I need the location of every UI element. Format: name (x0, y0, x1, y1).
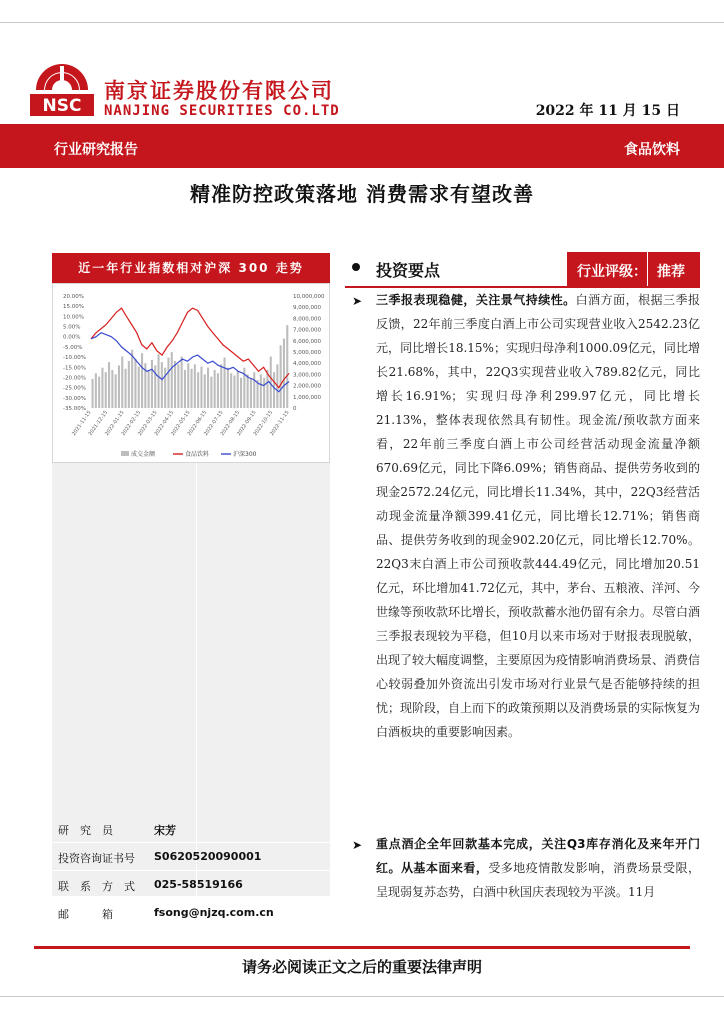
bullet-arrow-icon: ➤ (352, 838, 363, 852)
rating-box (567, 252, 700, 286)
paragraph-2-heading: 重点酒企全年回款基本完成，关注Q3库存消化及来年开门红。从基本面来看， (376, 837, 700, 875)
volume-bar (161, 362, 163, 408)
volume-bar (95, 373, 97, 408)
footer-rule (34, 946, 690, 949)
volume-bar (204, 374, 206, 408)
analyst-label: 研 究 员 (58, 824, 113, 837)
report-title: 精准防控政策落地 消费需求有望改善 (190, 182, 534, 206)
volume-bar (177, 364, 179, 408)
y-right-tick-label: 1,000,000 (293, 394, 321, 401)
volume-bar (224, 358, 226, 408)
legal-notice: 请务必阅读正文之后的重要法律声明 (241, 958, 482, 976)
y-right-tick-label: 4,000,000 (293, 361, 321, 368)
x-tick-label: 2022-08-15 (219, 409, 242, 437)
x-tick-label: 2022-03-15 (137, 409, 159, 437)
volume-bar (131, 350, 133, 408)
phone-row (52, 871, 330, 899)
volume-bar (92, 379, 94, 408)
volume-bar (253, 372, 255, 408)
rating-value: 推荐 (657, 264, 685, 280)
company-name-cn: 南京证券股份有限公司 (104, 79, 334, 103)
volume-bar (280, 345, 282, 408)
x-tick-label: 2022-10-15 (252, 409, 275, 437)
volume-bar (247, 374, 249, 408)
volume-bar (171, 352, 173, 408)
volume-bar (167, 358, 169, 408)
volume-bar (207, 368, 209, 408)
volume-bar (101, 368, 103, 408)
volume-bar (263, 378, 265, 408)
x-tick-label: 2022-11-15 (269, 409, 291, 437)
volume-bar (184, 370, 186, 408)
paragraph-1-heading: 三季报表现稳健，关注景气持续性。 (376, 293, 576, 307)
volume-bar (283, 339, 285, 408)
volume-bar (148, 371, 150, 408)
volume-bar (164, 368, 166, 408)
legend-label: 沪深300 (233, 451, 257, 458)
bullet-arrow-icon: ➤ (352, 294, 363, 308)
volume-bar (273, 372, 275, 408)
volume-bar (181, 356, 183, 408)
y-left-tick-label: -5.00% (63, 344, 83, 351)
volume-bar (191, 369, 193, 408)
y-right-tick-label: 6,000,000 (293, 338, 321, 345)
x-tick-label: 2022-05-15 (170, 409, 192, 437)
y-left-tick-label: -25.00% (63, 385, 86, 392)
food-beverage-line (91, 308, 289, 387)
volume-bar (187, 363, 189, 408)
bottom-rule (0, 996, 724, 997)
volume-bar (108, 362, 110, 408)
hs300-line (91, 333, 289, 392)
y-right-tick-label: 2,000,000 (293, 383, 321, 390)
license-row (52, 843, 330, 871)
x-tick-label: 2022-07-15 (203, 409, 225, 437)
x-tick-label: 2022-09-15 (236, 409, 258, 437)
paragraph-2-body: 受多地疫情散发影响，消费场景受限，呈现弱复苏态势，白酒中秋国庆表现较为平淡。11月 (376, 861, 700, 899)
rating-divider (647, 252, 648, 286)
paragraph-1-body: 白酒方面，根据三季报反馈，22年前三季度白酒上市公司实现营业收入2542.23亿元，同比增长18.15%；实现归母净利1000.09亿元，同比增长21.68%，其中，22Q3实现营业收入789.82亿元，同比增长16.91%；实现归母净利299.97亿元，同比增长21.13%，整体表现依然具有韧性。现金流/预收款方面来看，22年前三季度白酒上市公司经营活动现金流量净额670.69亿元，同比下降6.09%；销售商品、提供劳务收到的现金2572.24亿元，同比增长11.34%，其中，22Q3经营活动现金流量净额399.41亿元，同比增长12.71%；销售商品、提供劳务收到的现金902.20亿元，同比增长12.70%。22Q3末白酒上市公司预收款444.49亿元，同比增加20.51亿元，环比增加41.72亿元，其中，茅台、五粮液、洋河、今世缘等预收款环比增长，预收款蓄水池仍留有余力。尽管白酒三季报表现较为平稳，但10月以来市场对于财报表现脱敏，出现了较大幅度调整，主要原因为疫情影响消费场景、消费信心较弱叠加外资流出引发市场对行业景气是否能够持续的担忧；现阶段，自上而下的政策预期以及消费场景的实际恢复为白酒板块的重要影响因素。 (376, 293, 701, 739)
x-tick-label: 2022-02-15 (120, 409, 143, 437)
volume-bar (118, 365, 120, 408)
license-label: 投资咨询证书号 (58, 852, 135, 865)
volume-bar (250, 379, 252, 408)
volume-bar (111, 370, 113, 408)
volume-bar (98, 377, 100, 408)
volume-bar (260, 374, 262, 408)
summary-paragraph-1 (376, 288, 700, 744)
volume-bar (141, 353, 143, 408)
x-tick-label: 2022-06-15 (186, 409, 209, 437)
y-left-tick-label: -20.00% (63, 375, 86, 382)
volume-bar (240, 378, 242, 408)
volume-bar (217, 373, 219, 408)
y-left-tick-label: -35.00% (63, 406, 86, 412)
legend-label: 成交金额 (131, 451, 156, 458)
top-rule (0, 22, 724, 23)
chart-canvas (53, 284, 331, 464)
y-right-tick-label: 9,000,000 (293, 305, 321, 312)
index-chart (52, 283, 330, 463)
volume-bar (125, 369, 127, 408)
license-number: S0620520090001 (154, 850, 262, 863)
email-address[interactable]: fsong@njzq.com.cn (154, 906, 274, 919)
chart-header: 近一年行业指数相对沪深 300 走势 (52, 253, 330, 283)
volume-bar (220, 364, 222, 408)
volume-bar (138, 367, 140, 408)
volume-bar (237, 371, 239, 408)
y-left-tick-label: 0.00% (63, 334, 81, 341)
volume-bar (134, 359, 136, 408)
company-name-en: NANJING SECURITIES CO.LTD (104, 103, 340, 119)
y-left-tick-label: 5.00% (63, 324, 81, 331)
volume-bar (200, 367, 202, 408)
section-bullet-icon (352, 263, 360, 271)
volume-bar (210, 377, 212, 408)
y-right-tick-label: 0 (293, 406, 297, 412)
legend-swatch (121, 451, 129, 456)
volume-bar (286, 325, 288, 408)
volume-bar (115, 374, 117, 408)
analyst-row (52, 815, 330, 843)
x-tick-label: 2022-01-15 (104, 409, 126, 437)
volume-bar (230, 373, 232, 408)
phone-number: 025-58519166 (154, 878, 243, 891)
volume-bar (227, 368, 229, 408)
email-row (52, 899, 330, 927)
header-band (0, 124, 724, 168)
y-right-tick-label: 10,000,000 (293, 294, 325, 300)
report-type: 行业研究报告 (54, 142, 138, 158)
x-tick-label: 2021-12-15 (87, 409, 110, 437)
volume-bar (151, 360, 153, 408)
nsc-logo (30, 60, 94, 120)
y-left-tick-label: -15.00% (63, 365, 86, 372)
x-tick-label: 2022-04-15 (153, 409, 176, 437)
volume-bar (214, 370, 216, 408)
y-left-tick-label: 15.00% (63, 304, 84, 311)
report-date: 2022 年 11 月 15 日 (535, 103, 680, 119)
y-right-tick-label: 8,000,000 (293, 316, 321, 323)
y-left-tick-label: -10.00% (63, 355, 86, 362)
y-left-tick-label: 20.00% (63, 294, 84, 300)
logo-text: NSC (42, 96, 82, 116)
phone-label: 联 系 方 式 (58, 880, 135, 893)
x-tick-label: 2021-11-15 (71, 409, 93, 437)
y-right-tick-label: 3,000,000 (293, 372, 321, 379)
section-title: 投资要点 (376, 261, 441, 280)
email-label: 邮 箱 (58, 908, 113, 921)
volume-bar (233, 376, 235, 408)
rating-label: 行业评级： (577, 264, 647, 280)
volume-bar (128, 361, 130, 408)
analyst-name: 宋芳 (154, 824, 176, 837)
y-left-tick-label: 10.00% (63, 314, 84, 321)
volume-bar (194, 364, 196, 408)
y-left-tick-label: -30.00% (63, 395, 86, 402)
y-right-tick-label: 7,000,000 (293, 327, 321, 334)
legend-label: 食品饮料 (185, 451, 210, 458)
y-right-tick-label: 5,000,000 (293, 350, 321, 356)
volume-bar (158, 354, 160, 408)
industry-name: 食品饮料 (624, 142, 680, 158)
volume-bar (121, 356, 123, 408)
volume-bar (105, 372, 107, 408)
volume-bar (257, 380, 259, 408)
summary-paragraph-2 (376, 832, 700, 904)
volume-bar (174, 361, 176, 408)
volume-bar (197, 372, 199, 408)
